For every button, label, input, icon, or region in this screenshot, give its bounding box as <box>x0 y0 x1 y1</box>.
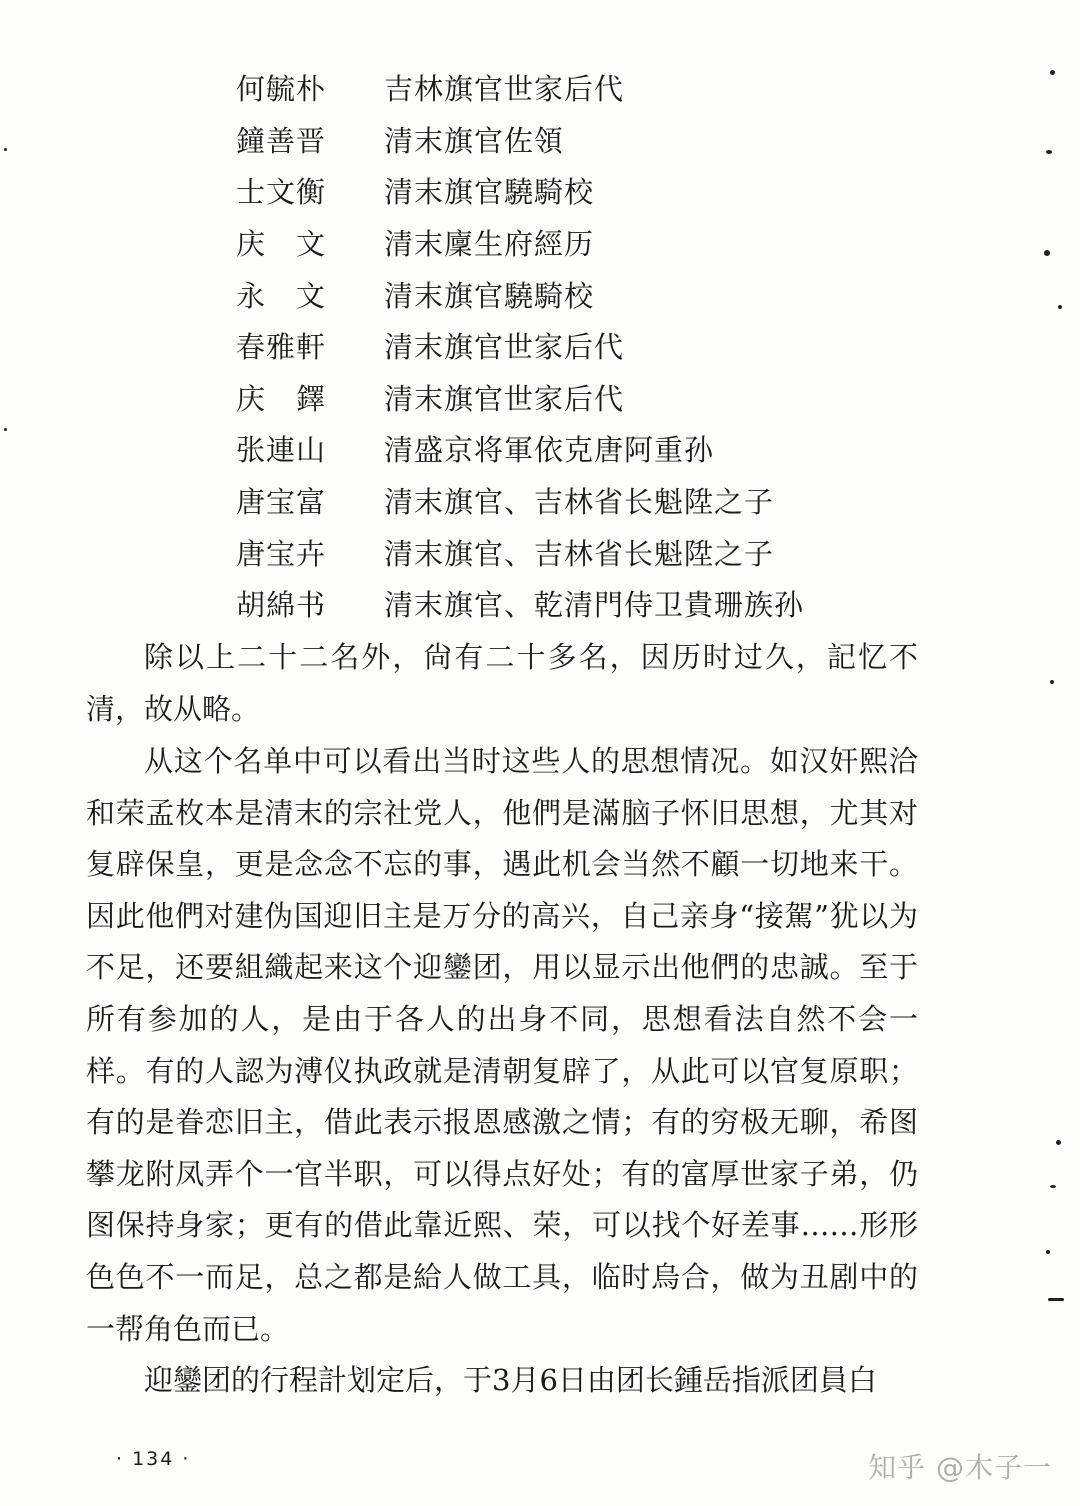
member-name: 永 文 <box>236 278 327 313</box>
member-name: 胡綿书 <box>236 588 327 623</box>
roster-row <box>236 475 936 527</box>
member-background: 清末廩生府經历 <box>384 227 595 262</box>
roster-row <box>236 165 936 217</box>
member-name: 鐘善晋 <box>236 123 327 158</box>
roster-row <box>236 372 936 424</box>
scan-speck <box>1056 1140 1061 1145</box>
scan-speck <box>1044 250 1050 256</box>
roster-row <box>236 114 936 166</box>
paragraph: 除以上二十二名外，尙有二十多名，因历时过久，記忆不清，故从略。 <box>86 640 918 726</box>
member-name: 张連山 <box>236 433 327 468</box>
roster-row <box>236 526 936 578</box>
member-name: 士文衡 <box>236 175 327 210</box>
roster-row <box>236 320 936 372</box>
member-background: 清末旗官、乾清門侍卫貴珊族孙 <box>384 588 805 623</box>
member-background: 清末旗官佐領 <box>384 123 565 158</box>
scan-speck <box>4 148 7 151</box>
member-background: 清末旗官、吉林省长魁陞之子 <box>384 536 775 571</box>
scan-speck <box>1050 680 1054 684</box>
roster-row <box>236 62 936 114</box>
member-background: 清末旗官世家后代 <box>384 381 625 416</box>
page-number: · 134 · <box>116 1448 191 1470</box>
paragraph: 迎鑾团的行程計划定后，于3月6日由团长鍾岳指派团員白 <box>144 1363 877 1397</box>
paragraph: 从这个名单中可以看出当时这些人的思想情况。如汉奸熙洽和荣孟枚本是清末的宗社党人，他們是滿脑子怀旧思想，尤其对复辟保皇，更是念念不忘的事，遇此机会当然不顧一切地来干。因此他們对建伪国迎旧主是万分的高兴，自己亲身“接駕”犹以为不足，还要組織起来这个迎鑾团，用以显示出他們的忠誠。至于所有参加的人，是由于各人的出身不同，思想看法自然不会一样。有的人認为溥仪执政就是清朝复辟了，从此可以官复原职；有的是眷恋旧主，借此表示报恩感激之情；有的穷极无聊，希图攀龙附凤弄个一官半职，可以得点好处；有的富厚世家子弟，仍图保持身家；更有的借此靠近熙、荣，可以找个好差事……形形色色不一而足，总之都是給人做工具，临时烏合，做为丑剧中的一帮角色而已。 <box>86 744 918 1346</box>
member-name: 春雅軒 <box>236 330 327 365</box>
roster-row <box>236 217 936 269</box>
member-name: 庆 文 <box>236 227 327 262</box>
watermark: 知乎 @木子一 <box>868 1451 1052 1484</box>
roster-row <box>236 423 936 475</box>
member-name: 何毓朴 <box>236 72 327 107</box>
itinerary-paragraph <box>86 1355 918 1407</box>
member-background: 清末旗官世家后代 <box>384 330 625 365</box>
omission-note <box>86 632 918 735</box>
scan-speck <box>1048 1298 1064 1301</box>
member-name: 唐宝卉 <box>236 536 327 571</box>
roster-row <box>236 578 936 630</box>
member-background: 清末旗官驍騎校 <box>384 175 595 210</box>
scan-speck <box>1050 1185 1056 1188</box>
scan-speck <box>1058 305 1062 309</box>
scan-speck <box>4 428 7 431</box>
member-background: 吉林旗官世家后代 <box>384 72 625 107</box>
member-name: 庆 鐸 <box>236 381 327 416</box>
scan-speck <box>1046 150 1052 154</box>
scan-speck <box>1046 1250 1050 1254</box>
member-name: 唐宝富 <box>236 485 327 520</box>
analysis-paragraph <box>86 736 918 1355</box>
member-background: 清末旗官驍騎校 <box>384 278 595 313</box>
roster-row <box>236 268 936 320</box>
member-roster <box>236 62 936 630</box>
scan-speck <box>1050 70 1055 75</box>
member-background: 清末旗官、吉林省长魁陞之子 <box>384 485 775 520</box>
member-background: 清盛京将軍依克唐阿重孙 <box>384 433 715 468</box>
